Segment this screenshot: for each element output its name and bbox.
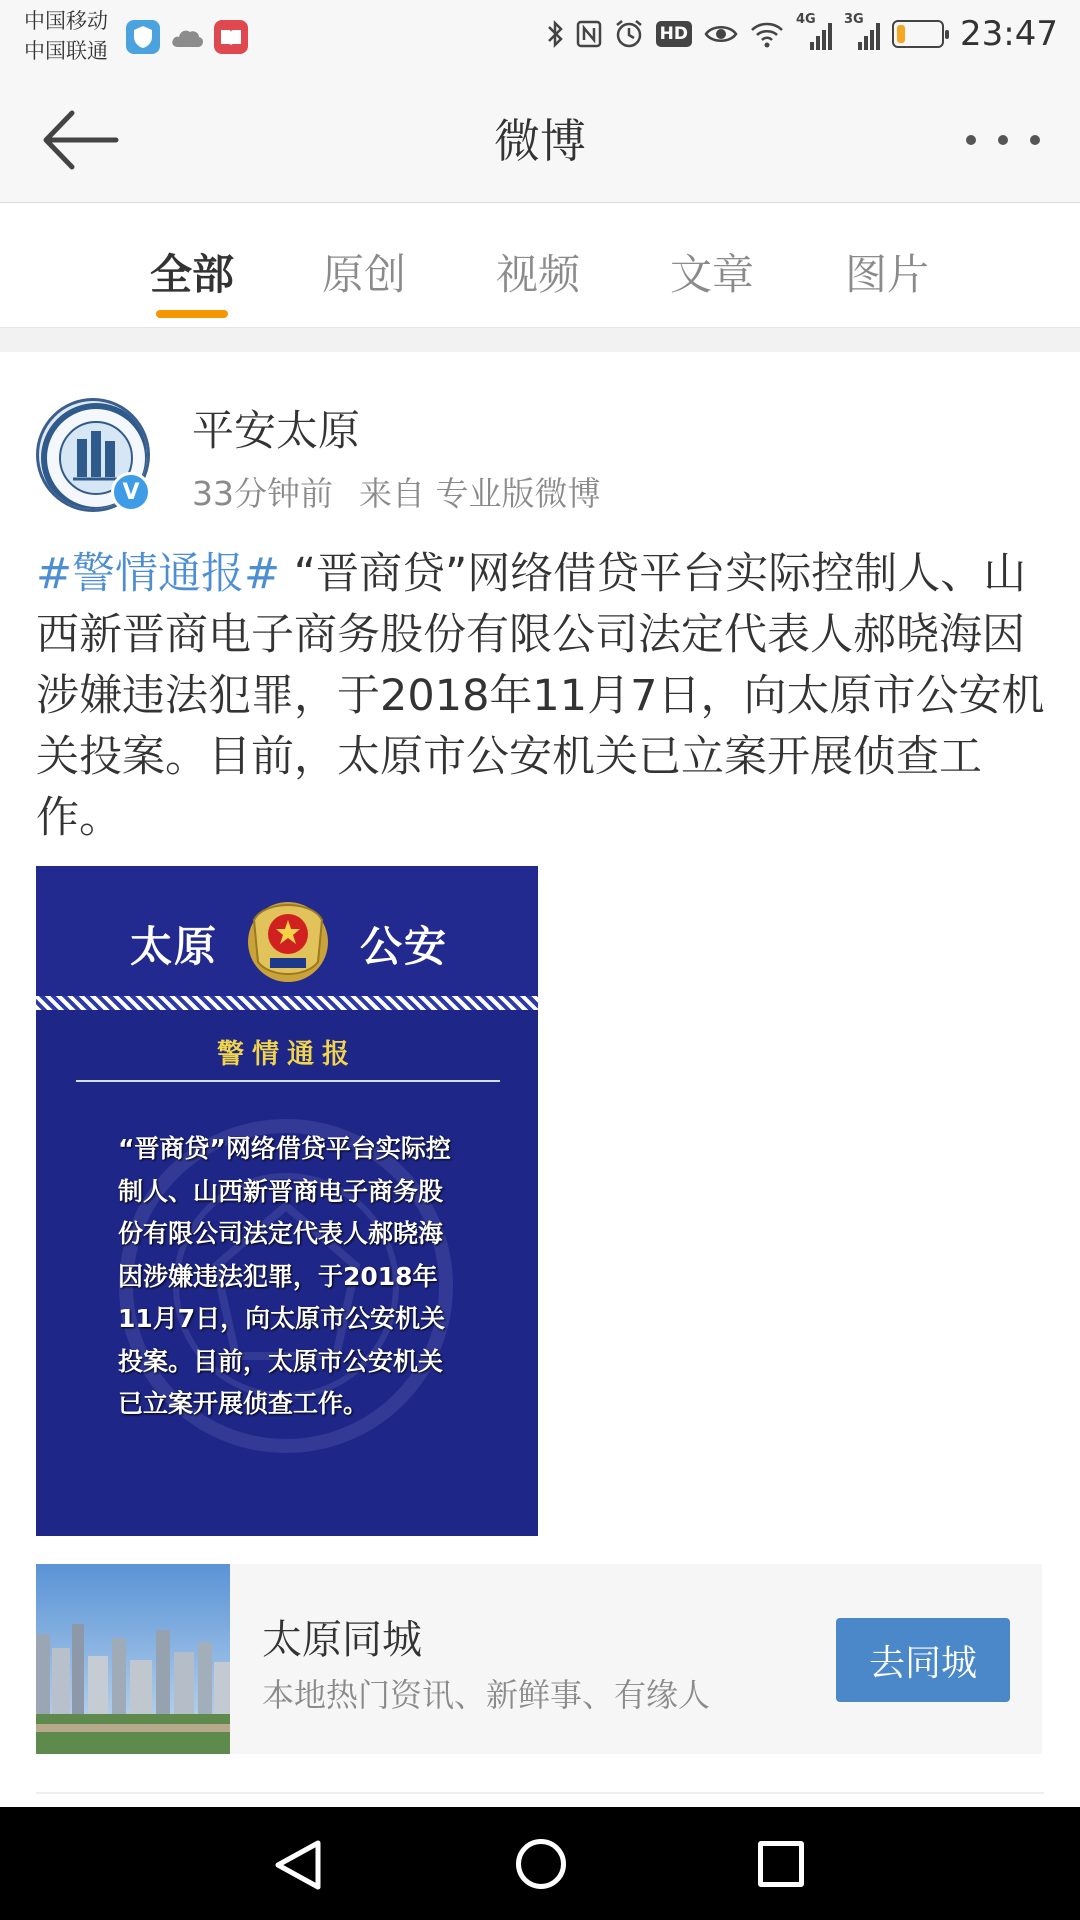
active-tab-indicator <box>156 310 228 318</box>
post-time: 33分钟前 <box>192 474 333 513</box>
police-emblem-icon <box>244 892 332 984</box>
post-source[interactable]: 来自 专业版微博 <box>359 474 601 513</box>
tab-original[interactable]: 原创 <box>322 250 407 299</box>
go-city-button[interactable]: 去同城 <box>836 1618 1010 1702</box>
tab-images[interactable]: 图片 <box>845 250 930 299</box>
nfc-icon <box>576 20 602 48</box>
author-name[interactable]: 平安太原 <box>192 406 361 455</box>
city-skyline-image <box>36 1564 230 1754</box>
tab-all[interactable]: 全部 <box>150 250 235 299</box>
alarm-icon <box>614 19 644 49</box>
notice-body: “晋商贷”网络借贷平台实际控制人、山西新晋商电子商务股份有限公司法定代表人郝晓海因涉嫌违法犯罪，于2018年11月7日，向太原市公安机关投案。目前，太原市公安机关已立案开展侦查工作。 <box>118 1134 451 1418</box>
system-nav-bar <box>0 1807 1080 1920</box>
city-card[interactable] <box>36 1564 1042 1754</box>
carrier-2: 中国联通 <box>24 39 108 63</box>
carrier-names <box>24 6 108 66</box>
notice-city: 太原 <box>130 922 219 971</box>
more-icon <box>966 135 976 145</box>
city-card-title: 太原同城 <box>262 1617 422 1663</box>
cloud-icon <box>170 20 204 54</box>
battery-icon <box>892 20 944 48</box>
status-time: 23:47 <box>960 14 1058 54</box>
tab-video[interactable]: 视频 <box>496 250 581 299</box>
wifi-icon <box>750 20 784 48</box>
signal-3g-icon: 3G <box>844 18 880 50</box>
bluetooth-icon <box>546 19 564 49</box>
section-divider <box>0 328 1080 352</box>
page-title: 微博 <box>494 114 586 168</box>
notice-subtitle: 警情通报 <box>217 1039 357 1070</box>
shield-icon <box>126 20 160 54</box>
hashtag-link[interactable]: #警情通报# <box>36 549 281 599</box>
eye-icon <box>704 22 738 46</box>
verified-badge: V <box>111 472 151 512</box>
status-icons <box>546 14 1058 54</box>
notice-bureau: 公安 <box>359 922 448 971</box>
nav-recent-icon[interactable] <box>758 1841 804 1887</box>
post-meta <box>192 468 601 515</box>
police-notice-image[interactable] <box>36 866 538 1536</box>
filter-tabs <box>0 204 1080 328</box>
weibo-post <box>0 352 1080 1807</box>
city-card-subtitle: 本地热门资讯、新鲜事、有缘人 <box>262 1676 711 1714</box>
notice-rule <box>76 1080 500 1082</box>
post-text <box>36 544 1046 849</box>
notice-header <box>36 866 538 996</box>
city-thumbnail <box>36 1564 230 1754</box>
post-body: “晋商贷”网络借贷平台实际控制人、山西新晋商电子商务股份有限公司法定代表人郝晓海因涉嫌违法犯罪，于2018年11月7日，向太原市公安机关投案。目前，太原市公安机关已立案开展侦查工作。 <box>36 549 1045 843</box>
battery-level <box>897 25 905 43</box>
notification-icons <box>126 20 248 54</box>
post-divider <box>36 1792 1044 1794</box>
nav-back-icon[interactable] <box>270 1837 330 1893</box>
signal-4g-icon: 4G <box>796 18 832 50</box>
book-icon <box>214 20 248 54</box>
more-button[interactable] <box>966 120 1040 160</box>
tab-article[interactable]: 文章 <box>670 250 755 299</box>
nav-home-icon[interactable] <box>516 1839 566 1889</box>
top-nav-bar <box>0 75 1080 203</box>
status-bar <box>0 0 1080 75</box>
carrier-1: 中国移动 <box>24 9 108 33</box>
hd-icon: HD <box>656 21 692 47</box>
notice-stripe <box>36 996 538 1010</box>
